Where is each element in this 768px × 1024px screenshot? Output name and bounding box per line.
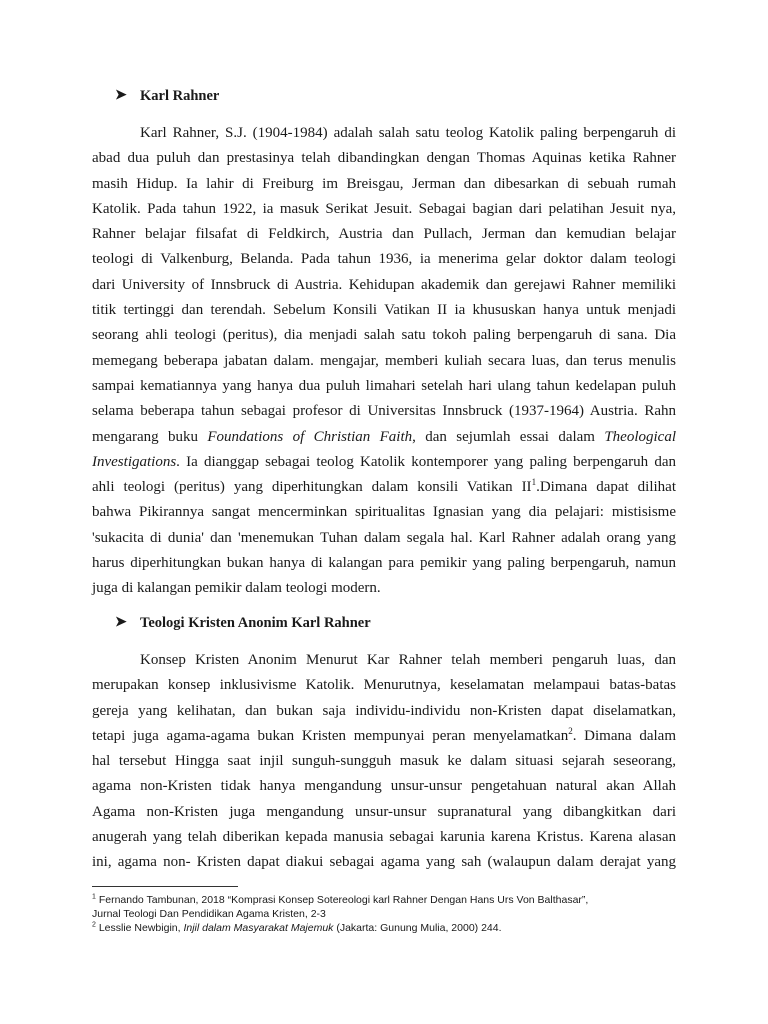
paragraph-line — [92, 475, 676, 500]
paragraph-line: sampai kematiannya yang hanya dua puluh limahari setelah hari ulang tahun kedelapan puluh — [92, 377, 676, 394]
paragraph-line: merupakan konsep inklusivisme Katolik. Menurutnya, keselamatan melampaui batas-batas — [92, 677, 676, 694]
paragraph-line: teologi di Valkenburg, Belanda. Pada tahun 1936, ia menerima gelar doktor dalam teologi — [92, 251, 676, 268]
footnote-text: Fernando Tambunan, 2018 “Komprasi Konsep Sotereologi karl Rahner Dengan Hans Urs Von Balthasar”, — [95, 894, 589, 906]
section-heading-teologi-kristen-anonim — [115, 613, 371, 633]
text-run: ahli teologi (peritus) yang diperhitungkan dalam konsili Vatikan II — [92, 479, 532, 496]
footnote-separator — [92, 886, 238, 887]
paragraph-line: Karl Rahner, S.J. (1904-1984) adalah salah satu teolog Katolik paling berpengaruh di — [140, 125, 676, 141]
section-title: Karl Rahner — [140, 88, 220, 104]
paragraph-kristen-anonim — [92, 648, 676, 876]
footnote-1-continued: Jurnal Teologi Dan Pendidikan Agama Kristen, 2-3 — [92, 908, 326, 920]
paragraph-line: dari University of Innsbruck di Austria. Kehidupan akademik dan gerejawi Rahner memiliki — [92, 276, 676, 293]
paragraph-line: selama beberapa tahun sebagai profesor di Universitas Innsbruck (1937-1964) Austria. Rahn — [92, 403, 676, 420]
footnote-book-title: Injil dalam Masyarakat Majemuk — [183, 922, 334, 934]
paragraph-line: ini, agama non- Kristen dapat diakui sebagai agama yang sah (walaupun dalam derajat yang — [92, 854, 676, 871]
footnote-text: (Jakarta: Gunung Mulia, 2000) 244. — [333, 922, 502, 934]
paragraph-line: Katolik. Pada tahun 1922, ia masuk Serikat Jesuit. Sebagai bagian dari pelatihan Jesuit nya, — [92, 200, 676, 217]
paragraph-line: memegang beberapa jabatan dalam. mengajar, memberi kuliah secara luas, dan terus menulis — [92, 352, 676, 369]
section-heading-karl-rahner — [115, 86, 219, 106]
series-title: Investigations — [92, 453, 177, 470]
paragraph-line: juga di kalangan pemikir dalam teologi modern. — [92, 580, 381, 597]
paragraph-line: bahwa Pikirannya sangat mencerminkan spiritualitas Ignasian yang dia pelajari: mistisisme — [92, 504, 676, 521]
paragraph-line: Rahner belajar filsafat di Feldkirch, Austria dan Pullach, Jerman dan kemudian belajar — [92, 226, 676, 243]
text-run: tetapi juga agama-agama bukan Kristen mempunyai peran menyelamatkan — [92, 727, 569, 744]
series-title: Theological — [604, 428, 677, 445]
footnotes — [92, 893, 692, 935]
section-title: Teologi Kristen Anonim Karl Rahner — [140, 615, 371, 631]
paragraph-line: titik tertinggi dan terendah. Sebelum Konsili Vatikan II ia khususkan hanya untuk menjadi — [92, 302, 676, 319]
book-title: Foundations of Christian Faith — [207, 428, 413, 445]
paragraph-line — [92, 450, 676, 475]
footnote-number: 2 — [92, 921, 96, 929]
text-run: . Dimana dalam — [572, 727, 676, 744]
paragraph-line: Konsep Kristen Anonim Menurut Kar Rahner telah memberi pengaruh luas, dan — [140, 652, 676, 668]
text-run: mengarang buku — [92, 428, 208, 445]
paragraph-line: masih Hidup. Ia lahir di Freiburg im Breisgau, Jerman dan dibesarkan di sebuah rumah — [92, 175, 676, 192]
paragraph-line: gereja yang kelihatan, dan bukan saja individu-individu non-Kristen dapat diselamatkan, — [92, 702, 676, 719]
paragraph-line — [92, 724, 676, 749]
paragraph-line: agama non-Kristen tidak hanya mengandung unsur-unsur pengetahuan natural akan Allah — [92, 778, 676, 795]
arrow-bullet-icon: ➤ — [115, 88, 127, 103]
paragraph-line: hal tersebut Hingga saat injil sunguh-sungguh masuk ke dalam situasi sejarah seseorang, — [92, 753, 676, 770]
paragraph-line: anugerah yang telah diberikan kepada manusia sebagai karunia karena Kristus. Karena alasan — [92, 829, 676, 846]
paragraph-line: Agama non-Kristen juga mengandung unsur-unsur supranatural yang dibangkitkan dari — [92, 803, 676, 820]
footnote-ref-1[interactable]: 1 — [531, 477, 537, 488]
footnote-2 — [92, 921, 692, 935]
paragraph-line — [92, 425, 676, 450]
arrow-bullet-icon: ➤ — [115, 615, 127, 630]
paragraph-line: 'sukacita di dunia' dan 'menemukan Tuhan dalam segala hal. Karl Rahner adalah orang yang — [92, 529, 676, 546]
paragraph-karl-rahner — [92, 121, 676, 602]
footnote-ref-2[interactable]: 2 — [568, 725, 573, 736]
paragraph-line: abad dua puluh dan prestasinya telah dibandingkan dengan Thomas Aquinas ketika Rahner — [92, 150, 676, 167]
text-run: .Dimana dapat dilihat — [536, 479, 677, 496]
text-run: , dan sejumlah essai dalam — [412, 428, 605, 445]
paragraph-line: harus diperhitungkan bukan hanya di kalangan para pemikir yang paling berpengaruh, namun — [92, 555, 676, 572]
footnote-1 — [92, 893, 692, 907]
footnote-text: Lesslie Newbigin, — [95, 922, 184, 934]
footnote-number: 1 — [92, 893, 96, 901]
paragraph-line: seorang ahli teologi (peritus), dia menjadi salah satu tokoh paling berpengaruh di sana. Dia — [92, 327, 676, 344]
text-run: . Ia dianggap sebagai teolog Katolik kontemporer yang paling berpengaruh dan — [176, 453, 676, 470]
